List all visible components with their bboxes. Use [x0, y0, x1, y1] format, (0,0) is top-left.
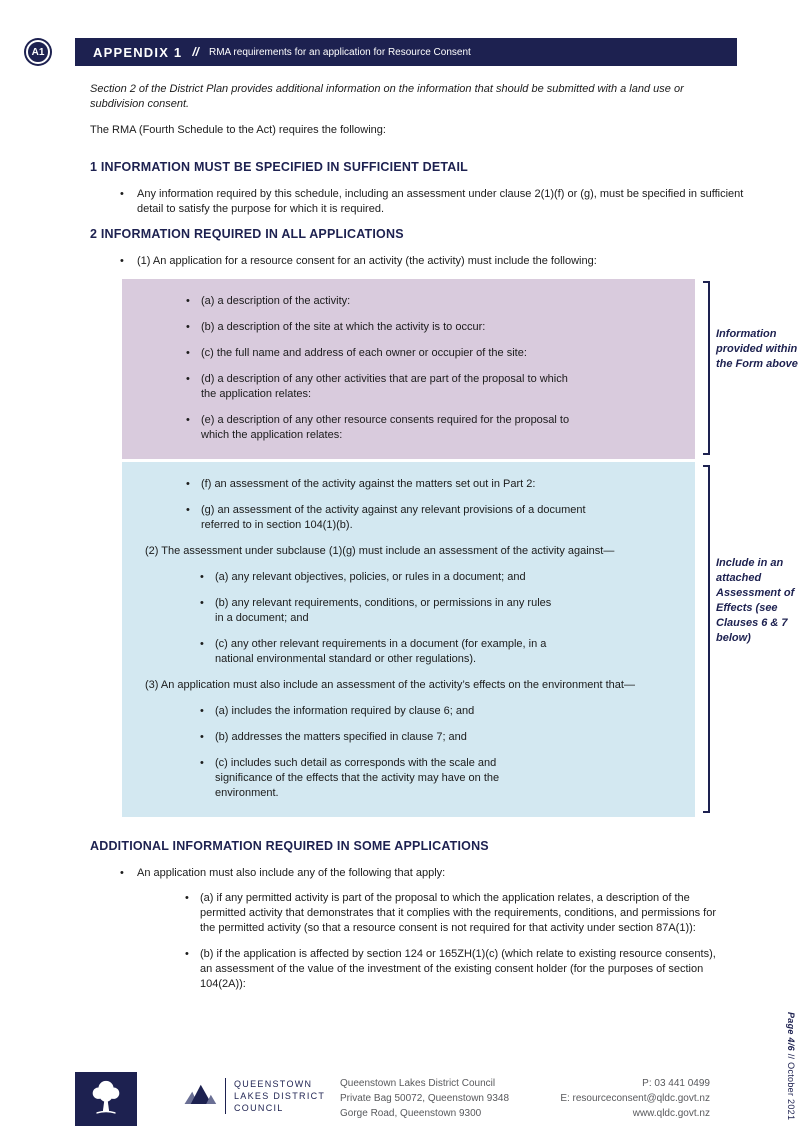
tree-icon	[87, 1077, 125, 1122]
list-item: • (b) any relevant requirements, conditions, or permissions in any rules in a document; and	[200, 596, 552, 626]
appendix-badge: A1	[26, 40, 50, 64]
list-item: • (e) a description of any other resource consents required for the proposal to which the application relates:	[186, 413, 586, 443]
intro-note: Section 2 of the District Plan provides additional information on the information that should be submitted with a land use or subdivision consent.	[90, 83, 684, 110]
header-separator: //	[192, 45, 199, 59]
address-line: Gorge Road, Queenstown 9300	[340, 1108, 482, 1119]
list-item: • (a) includes the information required by clause 6; and	[200, 704, 552, 719]
list-item: • (b) addresses the matters specified in clause 7; and	[200, 730, 552, 745]
footer-address	[340, 1076, 509, 1121]
list-item: • (a) a description of the activity:	[186, 294, 586, 309]
intro-lead: The RMA (Fourth Schedule to the Act) requires the following:	[90, 124, 386, 136]
footer	[0, 1070, 800, 1130]
section3-items	[90, 891, 745, 992]
page-date: // October 2021	[786, 1050, 796, 1120]
header-title: APPENDIX 1	[93, 44, 183, 60]
purple-annotation: Information provided within the Form above	[716, 328, 798, 370]
blue-bracket	[703, 465, 710, 813]
content	[90, 82, 798, 1003]
logo-line: COUNCIL	[234, 1103, 284, 1113]
list-item: • (a) if any permitted activity is part of the proposal to which the application relates, a description of the permitted activity that demonstrates that it complies with the requirements, conditions, and permissions for the permitted activity (so that a resource consent is not required for that activity under section 87A(1)):	[185, 891, 730, 936]
section1-heading: 1 INFORMATION MUST BE SPECIFIED IN SUFFICIENT DETAIL	[90, 160, 468, 174]
purple-bracket	[703, 281, 710, 455]
list-item: • Any information required by this schedule, including an assessment under clause 2(1)(f) or (g), must be specified in sufficient detail to satisfy the purpose for which it is required.	[120, 187, 745, 217]
mountain-icon	[183, 1079, 217, 1114]
qldc-logo-text	[234, 1078, 325, 1114]
page-number: Page 4/6	[786, 1011, 796, 1051]
list-item: • (c) the full name and address of each owner or occupier of the site:	[186, 346, 586, 361]
logo-divider	[225, 1078, 226, 1114]
list-item: • (d) a description of any other activities that are part of the proposal to which the application relates:	[186, 372, 586, 402]
page-number-note	[786, 1012, 796, 1120]
list-item: • (f) an assessment of the activity against the matters set out in Part 2:	[186, 477, 586, 492]
blue-box	[122, 462, 695, 817]
logo-line: QUEENSTOWN	[234, 1079, 313, 1089]
clause-3: (3) An application must also include an assessment of the activity’s effects on the environment that—	[145, 679, 635, 691]
logo-line: LAKES DISTRICT	[234, 1091, 326, 1101]
blue-annotation: Include in an attached Assessment of Effects (see Clauses 6 & 7 below)	[716, 557, 795, 644]
email-line: E: resourceconsent@qldc.govt.nz	[560, 1093, 710, 1104]
address-line: Private Bag 50072, Queenstown 9348	[340, 1093, 510, 1104]
footer-contact	[560, 1076, 710, 1121]
section3-heading: ADDITIONAL INFORMATION REQUIRED IN SOME APPLICATIONS	[90, 839, 489, 853]
list-item: • (b) if the application is affected by section 124 or 165ZH(1)(c) (which relate to existing resource consents), an assessment of the value of the investment of the existing consent holder (for the purposes of section 104(2A)):	[185, 947, 730, 992]
list-item: • (g) an assessment of the activity against any relevant provisions of a document referred to in section 104(1)(b).	[186, 503, 586, 533]
clause-2: (2) The assessment under subclause (1)(g) must include an assessment of the activity against—	[145, 545, 615, 557]
purple-box	[122, 279, 695, 459]
website-line: www.qldc.govt.nz	[632, 1108, 710, 1119]
list-item: • (c) includes such detail as corresponds with the scale and significance of the effects that the activity may have on the environment.	[200, 756, 552, 801]
list-item: • (1) An application for a resource consent for an activity (the activity) must include the following:	[120, 254, 745, 269]
list-item: • An application must also include any of the following that apply:	[120, 866, 745, 881]
header-subtitle: RMA requirements for an application for Resource Consent	[208, 46, 471, 58]
list-item: • (c) any other relevant requirements in a document (for example, in a national environmental standard or other regulations).	[200, 637, 552, 667]
tree-logo-block	[75, 1072, 137, 1126]
address-line: Queenstown Lakes District Council	[340, 1078, 496, 1089]
qldc-logo	[183, 1078, 325, 1114]
purple-box-region	[90, 279, 798, 459]
list-item: • (b) a description of the site at which the activity is to occur:	[186, 320, 586, 335]
header-bar	[75, 38, 737, 66]
section2-heading: 2 INFORMATION REQUIRED IN ALL APPLICATIONS	[90, 227, 404, 241]
list-item: • (a) any relevant objectives, policies, or rules in a document; and	[200, 570, 552, 585]
header-row	[0, 38, 800, 66]
phone-line: P: 03 441 0499	[642, 1078, 710, 1089]
blue-box-region	[90, 462, 795, 817]
